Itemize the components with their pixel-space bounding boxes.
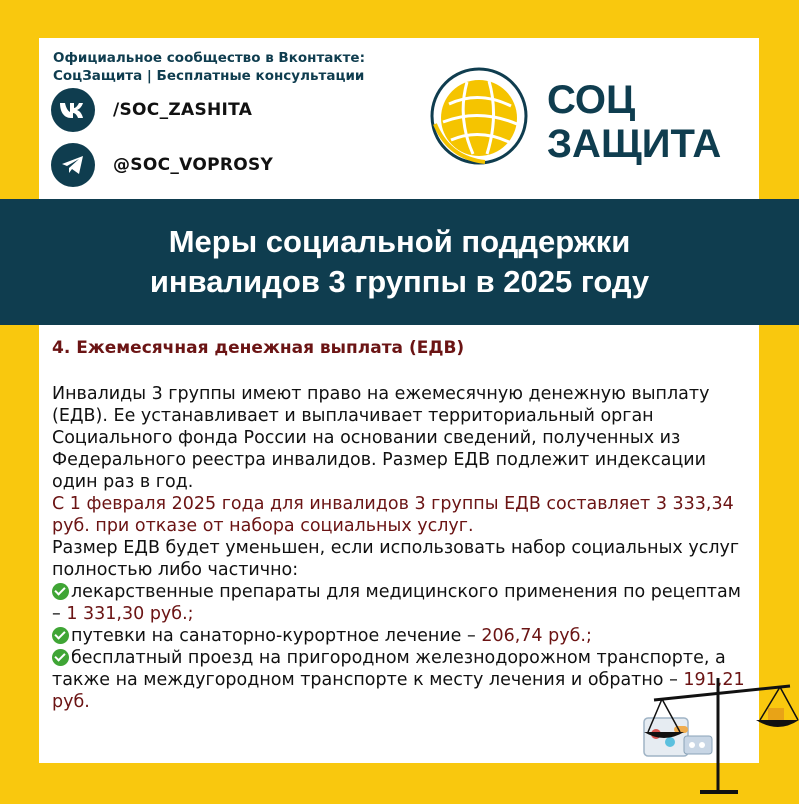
list-item-text: бесплатный проезд на пригородном железнодорожном транспорте, а также на междугородном транспорте к месту лечения и обратно –: [52, 648, 726, 690]
community-line-1: Официальное сообщество в Вконтакте:: [53, 50, 365, 66]
list-item-text: путевки на санаторно-курортное лечение –: [71, 626, 482, 646]
intro-paragraph: Инвалиды 3 группы имеют право на ежемесячную денежную выплату (ЕДВ). Ее устанавливает и выплачивает территориальный орган Социального фонда России на основании сведений, полученных из Федерального реестра инвалидов. Размер ЕДВ подлежит индексации один раз в год.: [52, 384, 710, 492]
list-item: [52, 581, 752, 625]
telegram-link[interactable]: [51, 143, 273, 187]
community-info: [53, 49, 433, 85]
vk-icon: [51, 88, 95, 132]
list-item-amount: 206,74 руб.;: [481, 626, 592, 646]
check-icon: [52, 649, 69, 666]
vk-link[interactable]: [51, 88, 252, 132]
vk-handle: /SOC_ZASHITA: [113, 100, 253, 120]
list-item-amount: 191,21 руб.: [52, 670, 745, 712]
reduction-paragraph: Размер ЕДВ будет уменьшен, если использовать набор социальных услуг полностью либо частично:: [52, 538, 740, 580]
title-line-1: Меры социальной поддержки: [168, 224, 631, 259]
title-banner: [0, 199, 799, 325]
highlight-paragraph: С 1 февраля 2025 года для инвалидов 3 группы ЕДВ составляет 3 333,34 руб. при отказе от набора социальных услуг.: [52, 494, 734, 536]
list-item-amount: 1 331,30 руб.;: [66, 604, 194, 624]
list-item: [52, 625, 752, 647]
article-body: [52, 337, 752, 713]
list-item-text: лекарственные препараты для медицинского применения по рецептам –: [52, 582, 741, 624]
scales-icon: [640, 668, 799, 800]
section-heading: 4. Ежемесячная денежная выплата (ЕДВ): [52, 338, 465, 358]
title-line-2: инвалидов 3 группы в 2025 году: [149, 264, 650, 299]
logo-line-1: СОЦ: [547, 78, 636, 122]
logo-line-2: ЗАЩИТА: [547, 122, 722, 166]
check-icon: [52, 583, 69, 600]
logo-text: [547, 78, 721, 166]
check-icon: [52, 627, 69, 644]
header: [39, 38, 759, 198]
community-line-2: СоцЗащита | Бесплатные консультации: [53, 68, 365, 84]
globe-logo-icon: [429, 66, 529, 166]
telegram-icon: [51, 143, 95, 187]
telegram-handle: @SOC_VOPROSY: [113, 155, 274, 175]
